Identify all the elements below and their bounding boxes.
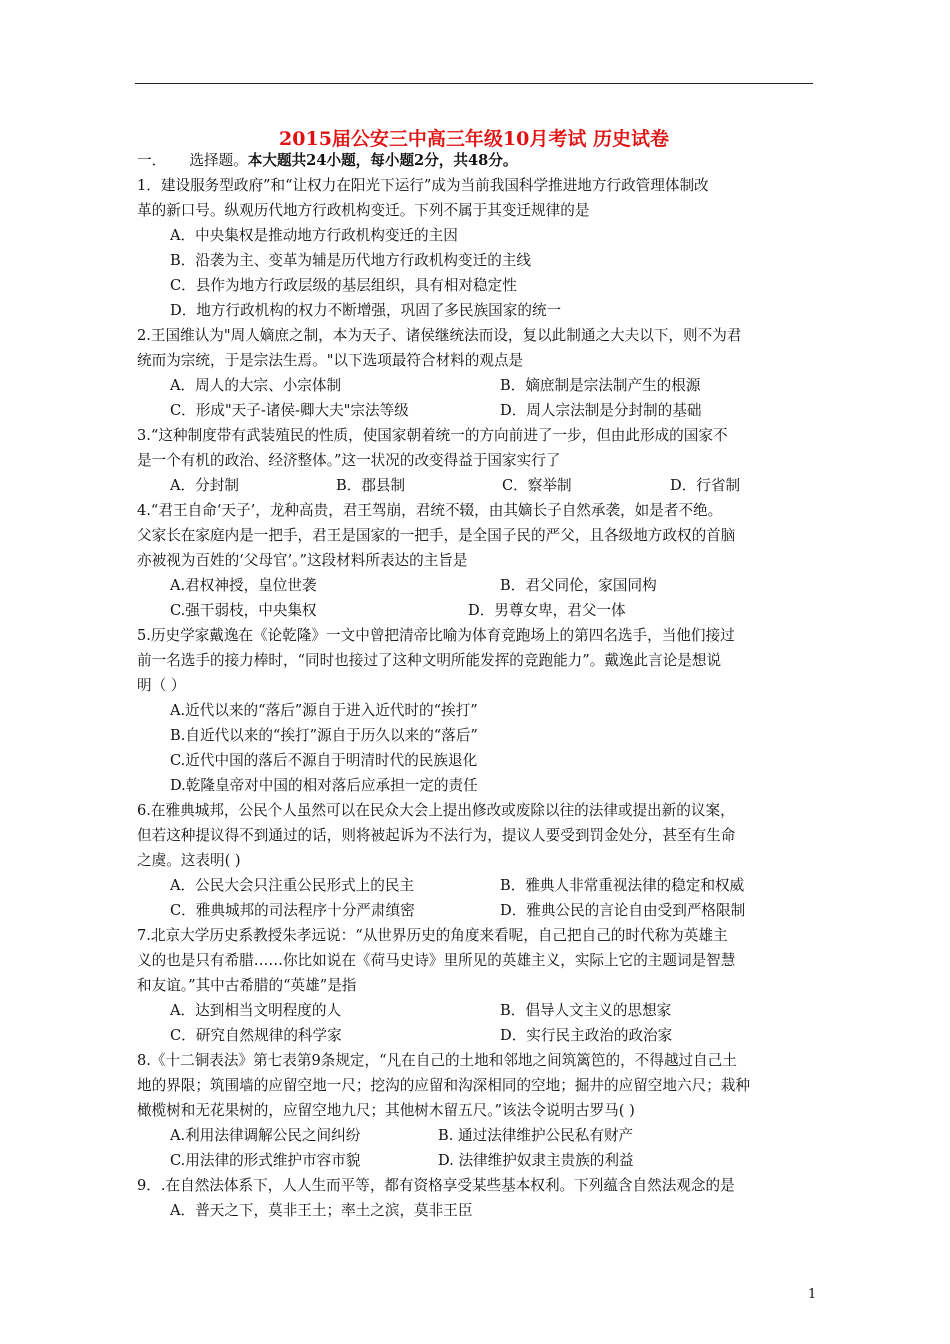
q7-option-c: C．研究自然规律的科学家 [170, 1027, 342, 1044]
q1-stem-line-2: 革的新口号。纵观历代地方行政机构变迁。下列不属于其变迁规律的是 [137, 202, 590, 219]
q8-option-d: D. 法律维护奴隶主贵族的利益 [438, 1152, 634, 1169]
q3-option-b: B．郡县制 [336, 477, 406, 494]
q2-stem-line-2: 统而为宗统，于是宗法生焉。"以下选项最符合材料的观点是 [137, 352, 524, 369]
q2-option-d: D．周人宗法制是分封制的基础 [500, 402, 702, 419]
q5-option-d: D.乾隆皇帝对中国的相对落后应承担一定的责任 [170, 777, 478, 794]
section-heading [137, 151, 517, 173]
q3-stem-line-2: 是一个有机的政治、经济整体。”这一状况的改变得益于国家实行了 [137, 452, 561, 469]
q9-option-a: A．普天之下，莫非王土；率土之滨，莫非王臣 [170, 1202, 473, 1219]
q8-option-a: A.利用法律调解公民之间纠纷 [170, 1127, 361, 1144]
section-intro: 选择题。 [189, 152, 248, 169]
q6-stem-line-2: 但若这种提议得不到通过的话，则将被起诉为不法行为，提议人要受到罚金处分，甚至有生命 [137, 827, 736, 844]
q9-stem-line-1: 9．.在自然法体系下，人人生而平等，都有资格享受某些基本权利。下列蕴含自然法观念的是 [137, 1177, 735, 1194]
q6-option-c: C．雅典城邦的司法程序十分严肃缜密 [170, 902, 415, 919]
q7-option-b: B．倡导人文主义的思想家 [500, 1002, 672, 1019]
q5-option-c: C.近代中国的落后不源自于明清时代的民族退化 [170, 752, 478, 769]
q8-stem-line-1: 8.《十二铜表法》第七表第9条规定，“凡在自己的土地和邻地之间筑篱笆的，不得越过自己土 [137, 1052, 737, 1069]
q6-option-b: B．雅典人非常重视法律的稳定和权威 [500, 877, 745, 894]
q6-stem-line-3: 之虞。这表明( ) [137, 852, 241, 869]
q7-stem-line-1: 7.北京大学历史系教授朱孝远说：“从世界历史的角度来看呢，自己把自己的时代称为英雄主 [137, 927, 728, 944]
q7-option-d: D．实行民主政治的政治家 [500, 1027, 673, 1044]
q1-stem-line-1: 1．建设服务型政府”和“让权力在阳光下运行”成为当前我国科学推进地方行政管理体制改 [137, 177, 709, 194]
q8-stem-line-2: 地的界限；筑围墙的应留空地一尺；挖沟的应留和沟深相同的空地；掘井的应留空地六尺；栽种 [137, 1077, 750, 1094]
q6-option-d: D．雅典公民的言论自由受到严格限制 [500, 902, 746, 919]
q7-stem-line-3: 和友谊。”其中古希腊的“英雄”是指 [137, 977, 357, 994]
q4-option-d: D．男尊女卑，君父一体 [468, 602, 626, 619]
q4-option-c: C.强干弱枝，中央集权 [170, 602, 317, 619]
q3-stem-line-1: 3.“这种制度带有武装殖民的性质，使国家朝着统一的方向前进了一步，但由此形成的国家不 [137, 427, 728, 444]
q2-stem-line-1: 2.王国维认为"周人嫡庶之制，本为天子、诸侯继统法而设，复以此制通之大夫以下，则不为君 [137, 327, 742, 344]
q5-stem-line-2: 前一名选手的接力棒时，“同时也接过了这种文明所能发挥的竞跑能力”。戴逸此言论是想说 [137, 652, 722, 669]
q3-option-d: D．行省制 [670, 477, 741, 494]
page-number: 1 [808, 1287, 817, 1302]
q2-option-b: B．嫡庶制是宗法制产生的根源 [500, 377, 701, 394]
section-rule: 本大题共24小题，每小题2分，共48分。 [247, 152, 518, 169]
q4-option-b: B．君父同伦，家国同构 [500, 577, 657, 594]
q8-stem-line-3: 橄榄树和无花果树的，应留空地九尺；其他树木留五尺。”该法令说明古罗马( ) [137, 1102, 635, 1119]
q6-option-a: A．公民大会只注重公民形式上的民主 [170, 877, 415, 894]
q1-option-a: A．中央集权是推动地方行政机构变迁的主因 [170, 227, 458, 244]
q3-option-c: C．察举制 [502, 477, 572, 494]
q2-option-a: A．周人的大宗、小宗体制 [170, 377, 342, 394]
q7-option-a: A．达到相当文明程度的人 [170, 1002, 342, 1019]
q1-option-b: B．沿袭为主、变革为辅是历代地方行政机构变迁的主线 [170, 252, 531, 269]
header-rule [135, 83, 813, 84]
q1-option-d: D．地方行政机构的权力不断增强，巩固了多民族国家的统一 [170, 302, 562, 319]
q3-option-a: A．分封制 [170, 477, 239, 494]
q5-stem-line-1: 5.历史学家戴逸在《论乾隆》一文中曾把清帝比喻为体育竞跑场上的第四名选手，当他们接过 [137, 627, 735, 644]
section-number: 一． [137, 152, 167, 169]
q4-stem-line-1: 4.“君王自命‘天子’，龙种高贵，君王驾崩，君统不辍，由其嫡长子自然承袭，如是者不绝。 [137, 502, 723, 519]
exam-title: 2015届公安三中高三年级10月考试 历史试卷 [279, 128, 669, 150]
q5-option-b: B.自近代以来的“挨打”源自于历久以来的“落后” [170, 727, 478, 744]
q5-option-a: A.近代以来的“落后”源自于进入近代时的“挨打” [170, 702, 478, 719]
q4-option-a: A.君权神授，皇位世袭 [170, 577, 317, 594]
q6-stem-line-1: 6.在雅典城邦，公民个人虽然可以在民众大会上提出修改或废除以往的法律或提出新的议案， [137, 802, 735, 819]
q8-option-b: B. 通过法律维护公民私有财产 [438, 1127, 634, 1144]
q8-option-c: C.用法律的形式维护市容市貌 [170, 1152, 361, 1169]
q7-stem-line-2: 义的也是只有希腊……你比如说在《荷马史诗》里所见的英雄主义，实际上它的主题词是智慧 [137, 952, 736, 969]
q4-stem-line-3: 亦被视为百姓的‘父母官’。”这段材料所表达的主旨是 [137, 552, 468, 569]
q2-option-c: C．形成"天子-诸侯-卿大夫"宗法等级 [170, 402, 409, 419]
q4-stem-line-2: 父家长在家庭内是一把手，君王是国家的一把手，是全国子民的严父，且各级地方政权的首脑 [137, 527, 736, 544]
q5-stem-line-3: 明（ ） [137, 677, 186, 694]
q1-option-c: C．县作为地方行政层级的基层组织，具有相对稳定性 [170, 277, 517, 294]
